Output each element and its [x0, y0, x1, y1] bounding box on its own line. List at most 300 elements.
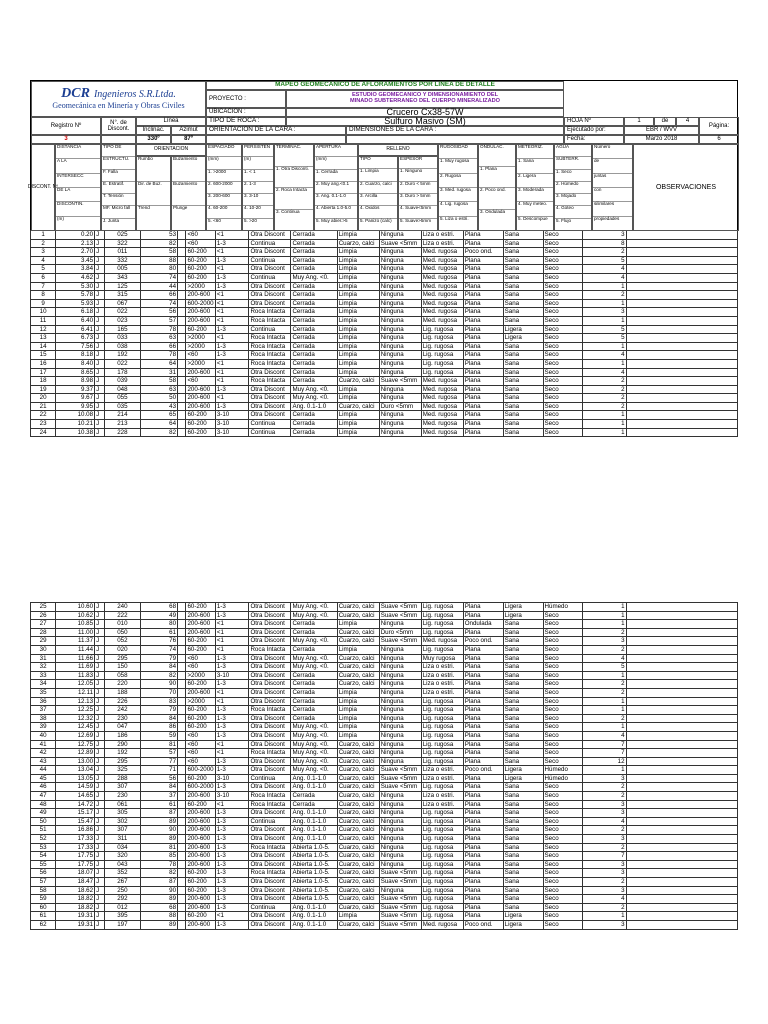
tipo: J: [95, 886, 104, 895]
table-row: [31, 628, 738, 637]
apertura: Cerrada: [291, 628, 337, 637]
relleno-tipo: Cuarzo, calci: [337, 637, 379, 646]
relleno-espesor: Duro <5mm: [379, 628, 421, 637]
observaciones: [626, 411, 737, 420]
col-apertura-line: (mm): [315, 157, 357, 169]
meteorizacion: Sana: [503, 826, 543, 835]
relleno-tipo: Limpia: [337, 282, 379, 291]
numero-juntas: 1: [583, 912, 626, 921]
buzamiento-unit-cell: [178, 903, 186, 912]
persistencia: 1-3: [215, 886, 249, 895]
relleno-espesor: Suave <5mm: [379, 603, 421, 612]
espaciado: 200-600: [186, 368, 215, 377]
hoja-number: 1: [624, 117, 654, 126]
ondulacion: Plana: [463, 611, 503, 620]
meteorizacion: Sana: [503, 637, 543, 646]
distancia: 12.89: [56, 749, 95, 758]
buzamiento-value: 68: [141, 603, 178, 612]
tipo: J: [95, 671, 104, 680]
relleno-espesor: Ninguna: [379, 620, 421, 629]
relleno-espesor: Suave <5mm: [379, 239, 421, 248]
buzamiento-unit-cell: [178, 912, 186, 921]
tipo: J: [95, 411, 104, 420]
buzamiento-unit-cell: [178, 248, 186, 257]
observaciones: [626, 774, 737, 783]
observaciones: [626, 826, 737, 835]
terminacion: Continua: [249, 420, 291, 429]
buzamiento-unit-cell: [178, 774, 186, 783]
meteorizacion: Ligera: [503, 603, 543, 612]
persistencia: 1-3: [215, 723, 249, 732]
observaciones: [626, 749, 737, 758]
tipo: J: [95, 826, 104, 835]
buzamiento-unit-cell: [178, 731, 186, 740]
persistencia: 3-10: [215, 411, 249, 420]
terminacion: Otra Discont: [249, 878, 291, 887]
discont-number: 14: [31, 342, 56, 351]
col-relleno-tipo-line: 4. Oxidos: [359, 206, 397, 218]
rugosidad: Lig. rugosa: [421, 843, 463, 852]
persistencia: 3-10: [215, 420, 249, 429]
terminacion: Otra Discont: [249, 912, 291, 921]
col-agua-line: 1. Seco: [555, 170, 591, 182]
numero-juntas: 1: [583, 316, 626, 325]
agua: Seco: [543, 740, 583, 749]
rumbo: 048: [104, 385, 141, 394]
persistencia: 1-3: [215, 239, 249, 248]
ondulacion: Plana: [463, 714, 503, 723]
relleno-tipo: Cuarzo, calci: [337, 603, 379, 612]
observaciones: [626, 843, 737, 852]
rumbo: 052: [104, 637, 141, 646]
observaciones: [626, 359, 737, 368]
apertura: Muy Ang. <0.: [291, 740, 337, 749]
rugosidad: Lig. rugosa: [421, 645, 463, 654]
col-espaciado-line: 4. 60-200: [207, 206, 241, 218]
relleno-tipo: Limpia: [337, 420, 379, 429]
terminacion: Roca Intacta: [249, 351, 291, 360]
persistencia: <1: [215, 308, 249, 317]
terminacion: Otra Discont: [249, 680, 291, 689]
buzamiento-unit-cell: [178, 860, 186, 869]
rugosidad: Lig. rugosa: [421, 740, 463, 749]
ondulacion: Plana: [463, 731, 503, 740]
rugosidad: Med. rugosa: [421, 920, 463, 929]
rugosidad: Lig. rugosa: [421, 731, 463, 740]
buzamiento-unit-cell: [178, 749, 186, 758]
rugosidad: Liza o estri.: [421, 680, 463, 689]
terminacion: Otra Discont: [249, 637, 291, 646]
buzamiento-value: 82: [141, 428, 178, 437]
table-row: [31, 663, 738, 672]
buzamiento-unit-cell: [178, 359, 186, 368]
terminacion: Otra Discont: [249, 291, 291, 300]
buzamiento-unit-cell: [178, 826, 186, 835]
col-apertura-header: [314, 144, 358, 231]
col-ondulac-line: ONDULAC.: [479, 145, 515, 167]
table-row: [31, 385, 738, 394]
relleno-tipo: Limpia: [337, 688, 379, 697]
apertura: Muy Ang. <0.: [291, 731, 337, 740]
meteorizacion: Sana: [503, 628, 543, 637]
meteorizacion: Sana: [503, 740, 543, 749]
rumbo: 023: [104, 316, 141, 325]
tipo: J: [95, 231, 104, 240]
buzamiento-value: 82: [141, 671, 178, 680]
table-row: [31, 697, 738, 706]
numero-juntas: 2: [583, 680, 626, 689]
ondulacion: Plana: [463, 334, 503, 343]
buzamiento-value: 68: [141, 903, 178, 912]
observaciones: [626, 663, 737, 672]
agua: Seco: [543, 377, 583, 386]
col-agua-line: 3. Mojado: [555, 194, 591, 206]
discont-number: 40: [31, 731, 56, 740]
rumbo: 230: [104, 714, 141, 723]
meteorizacion: Sana: [503, 783, 543, 792]
terminacion: Otra Discont: [249, 920, 291, 929]
discont-number: 42: [31, 749, 56, 758]
col-numero-header: [592, 144, 633, 231]
rumbo: 220: [104, 680, 141, 689]
numero-juntas: 2: [583, 792, 626, 801]
distancia: 10.38: [56, 428, 95, 437]
col-orient-sub-label: Trend: [138, 205, 150, 211]
distancia: 3.84: [56, 265, 95, 274]
buzamiento-unit-cell: [178, 766, 186, 775]
numero-juntas: 2: [583, 291, 626, 300]
relleno-espesor: Suave <5mm: [379, 611, 421, 620]
proyecto-label: PROYECTO :: [206, 90, 286, 108]
observaciones: [626, 869, 737, 878]
persistencia: <1: [215, 645, 249, 654]
persistencia: 1-3: [215, 757, 249, 766]
agua: Seco: [543, 385, 583, 394]
data-sheet-page-2: [30, 602, 738, 930]
ondulacion: Poco ond.: [463, 920, 503, 929]
registro-label: Registro Nº: [31, 117, 101, 135]
rumbo: 020: [104, 645, 141, 654]
relleno-espesor: Ninguna: [379, 645, 421, 654]
col-espaciado-line: 5. <60: [208, 217, 221, 223]
apertura: Cerrada: [291, 239, 337, 248]
fecha-label: Fecha:: [564, 135, 624, 144]
rumbo: 192: [104, 351, 141, 360]
terminacion: Otra Discont: [249, 654, 291, 663]
rumbo: 010: [104, 620, 141, 629]
persistencia: <1: [215, 628, 249, 637]
relleno-tipo: Cuarzo, calci: [337, 817, 379, 826]
relleno-tipo: Cuarzo, calci: [337, 611, 379, 620]
tipo: J: [95, 645, 104, 654]
relleno-espesor: Ninguna: [379, 886, 421, 895]
persistencia: 1-3: [215, 817, 249, 826]
agua: Seco: [543, 231, 583, 240]
buzamiento-value: 37: [141, 792, 178, 801]
persistencia: <1: [215, 697, 249, 706]
persistencia: 1-3: [215, 903, 249, 912]
meteorizacion: Sana: [503, 239, 543, 248]
col-orient-sub-label: Plunge: [173, 205, 188, 211]
buzamiento-value: 58: [141, 377, 178, 386]
espaciado: 60-200: [186, 886, 215, 895]
buzamiento-unit-cell: [178, 654, 186, 663]
rumbo: 067: [104, 299, 141, 308]
buzamiento-value: 76: [141, 637, 178, 646]
espaciado: <60: [186, 351, 215, 360]
ondulacion: Plana: [463, 697, 503, 706]
tipo: J: [95, 800, 104, 809]
buzamiento-value: 31: [141, 368, 178, 377]
numero-juntas: 2: [583, 385, 626, 394]
buzamiento-unit-cell: [178, 428, 186, 437]
observaciones: [626, 231, 737, 240]
rumbo: 035: [104, 402, 141, 411]
apertura: Ang. 0.1-1.0: [291, 783, 337, 792]
rugosidad: Lig. rugosa: [421, 835, 463, 844]
rumbo: 186: [104, 731, 141, 740]
orient-cara-label: ORIENTACION DE LA CARA :: [206, 126, 346, 135]
relleno-espesor: Ninguna: [379, 731, 421, 740]
table-row: [31, 239, 738, 248]
apertura: Ang. 0.1-1.0: [291, 835, 337, 844]
espaciado: 200-600: [186, 826, 215, 835]
rumbo: 395: [104, 912, 141, 921]
distancia: 13.04: [56, 766, 95, 775]
espaciado: 200-600: [186, 611, 215, 620]
terminacion: Otra Discont: [249, 611, 291, 620]
buzamiento-value: 58: [141, 248, 178, 257]
buzamiento-unit-cell: [178, 231, 186, 240]
discont-number: 45: [31, 774, 56, 783]
tipo: J: [95, 377, 104, 386]
relleno-espesor: Ninguna: [379, 714, 421, 723]
rugosidad: Lig. rugosa: [421, 903, 463, 912]
rumbo: 307: [104, 783, 141, 792]
table-row: [31, 835, 738, 844]
rumbo: 343: [104, 273, 141, 282]
discont-number: 52: [31, 835, 56, 844]
terminacion: Roca Intacta: [249, 359, 291, 368]
buzamiento-unit-cell: [178, 697, 186, 706]
meteorizacion: Sana: [503, 835, 543, 844]
agua: Seco: [543, 663, 583, 672]
col-orient-sub-label: Buzamiento: [172, 157, 205, 182]
col-distancia-line: (m): [57, 215, 64, 221]
espaciado: 200-600: [186, 628, 215, 637]
numero-juntas: 5: [583, 334, 626, 343]
ondulacion: Plana: [463, 299, 503, 308]
discont-number: 47: [31, 792, 56, 801]
buzamiento-value: 49: [141, 611, 178, 620]
ondulacion: Plana: [463, 860, 503, 869]
company-tagline: Geomecánica en Minería y Obras Civiles: [52, 101, 185, 111]
agua: Seco: [543, 351, 583, 360]
meteorizacion: Sana: [503, 843, 543, 852]
orient-cara-value-cell: [206, 135, 346, 144]
table-row: [31, 817, 738, 826]
persistencia: 3-10: [215, 774, 249, 783]
tipo: J: [95, 903, 104, 912]
tipo-roca-value: Sulfuro Masivo (SM): [286, 117, 564, 126]
buzamiento-value: 81: [141, 740, 178, 749]
table-row: [31, 420, 738, 429]
meteorizacion: Sana: [503, 368, 543, 377]
agua: Seco: [543, 248, 583, 257]
observaciones: [626, 420, 737, 429]
tipo: J: [95, 620, 104, 629]
rugosidad: Liza o estri.: [421, 663, 463, 672]
espaciado: 200-600: [186, 402, 215, 411]
observaciones: [626, 239, 737, 248]
rumbo: 192: [104, 749, 141, 758]
espaciado: <60: [186, 231, 215, 240]
rugosidad: Liza o estri.: [421, 688, 463, 697]
distancia: 18.07: [56, 869, 95, 878]
distancia: 18.62: [56, 886, 95, 895]
terminacion: Otra Discont: [249, 231, 291, 240]
numero-juntas: 1: [583, 342, 626, 351]
fecha-value: Marzo 2018: [624, 135, 699, 144]
buzamiento-value: 89: [141, 835, 178, 844]
persistencia: <1: [215, 248, 249, 257]
observaciones: [626, 248, 737, 257]
buzamiento-value: 84: [141, 663, 178, 672]
col-observaciones-header: OBSERVACIONES: [633, 144, 739, 231]
numero-juntas: 2: [583, 878, 626, 887]
discont-number: 61: [31, 912, 56, 921]
distancia: 7.56: [56, 342, 95, 351]
distancia: 6.73: [56, 334, 95, 343]
espaciado: 600-2000: [187, 766, 214, 774]
apertura: Muy Ang. <0.: [291, 757, 337, 766]
relleno-espesor: Ninguna: [379, 308, 421, 317]
col-terminac-line: 3. Continua: [276, 208, 300, 214]
meteorizacion: Sana: [503, 394, 543, 403]
distancia: 2.70: [56, 248, 95, 257]
ondulacion: Plana: [463, 826, 503, 835]
espaciado: 200-600: [186, 291, 215, 300]
ondulacion: Poco ond.: [463, 766, 503, 775]
relleno-tipo: Cuarzo, calci: [337, 402, 379, 411]
tipo: J: [95, 637, 104, 646]
discont-number: 46: [31, 783, 56, 792]
distancia: 15.17: [56, 809, 95, 818]
relleno-espesor: Ninguna: [379, 316, 421, 325]
buzamiento-value: 66: [141, 342, 178, 351]
table-row: [31, 428, 738, 437]
meteorizacion: Sana: [503, 273, 543, 282]
persistencia: <1: [215, 368, 249, 377]
ubicacion-label: UBICACION :: [206, 108, 286, 117]
espaciado: <60: [186, 663, 215, 672]
table-row: [31, 912, 738, 921]
ondulacion: Plana: [463, 800, 503, 809]
distancia: 10.85: [56, 620, 95, 629]
ndisc-value-cell: [101, 135, 136, 144]
tipo: J: [95, 239, 104, 248]
col-apertura-line: 1. Cerrada: [315, 170, 357, 182]
ondulacion: Poco ond.: [463, 637, 503, 646]
col-relleno-tipo-line: 2. Cuarzo, calci: [359, 182, 397, 194]
rumbo: 050: [104, 628, 141, 637]
terminacion: Otra Discont: [249, 766, 291, 775]
agua: Seco: [543, 817, 583, 826]
buzamiento-unit-cell: [178, 878, 186, 887]
buzamiento-unit-cell: [178, 282, 186, 291]
tipo: J: [95, 714, 104, 723]
discont-number: 36: [31, 697, 56, 706]
table-row: [31, 766, 738, 775]
buzamiento-unit-cell: [178, 420, 186, 429]
meteorizacion: Sana: [503, 256, 543, 265]
col-relleno-espesor-line: 1. Ninguno: [399, 169, 437, 181]
relleno-espesor: Duro <5mm: [379, 402, 421, 411]
espaciado: 60-200: [186, 723, 215, 732]
col-rugosidad-line: 2. Rugosa: [439, 174, 477, 188]
tipo: J: [95, 774, 104, 783]
apertura: Muy Ang. <0.: [291, 273, 337, 282]
col-agua-line: AGUA: [555, 145, 591, 157]
terminacion: Otra Discont: [249, 723, 291, 732]
rugosidad: Lig. rugosa: [421, 714, 463, 723]
buzamiento-unit-cell: [178, 688, 186, 697]
persistencia: 1-3: [215, 706, 249, 715]
persistencia: 1-3: [215, 843, 249, 852]
col-persistencia-header: [242, 144, 274, 231]
meteorizacion: Ligera: [503, 766, 543, 775]
numero-juntas: 12: [583, 757, 626, 766]
buzamiento-unit-cell: [178, 671, 186, 680]
rugosidad: Lig. rugosa: [421, 860, 463, 869]
meteorizacion: Sana: [503, 299, 543, 308]
buzamiento-value: 61: [141, 800, 178, 809]
rumbo: 005: [104, 265, 141, 274]
persistencia: 1-3: [215, 835, 249, 844]
apertura: Muy Ang. <0.: [291, 394, 337, 403]
meteorizacion: Sana: [503, 231, 543, 240]
relleno-tipo: Limpia: [337, 342, 379, 351]
discont-number: 20: [31, 394, 56, 403]
agua: Seco: [543, 835, 583, 844]
rumbo: 352: [104, 869, 141, 878]
apertura: Muy Ang. <0.: [291, 654, 337, 663]
col-tipo-line: TIPO DE: [102, 145, 135, 157]
distancia: 3.45: [56, 256, 95, 265]
relleno-tipo: Limpia: [337, 325, 379, 334]
buzamiento-unit-cell: [178, 835, 186, 844]
terminacion: Otra Discont: [249, 411, 291, 420]
numero-juntas: 4: [583, 654, 626, 663]
distancia: 14.59: [56, 783, 95, 792]
tipo: J: [95, 878, 104, 887]
rumbo: 325: [104, 766, 141, 775]
buzamiento-unit-cell: [178, 368, 186, 377]
ondulacion: Plana: [463, 351, 503, 360]
observaciones: [626, 697, 737, 706]
apertura: Abierta 1.0-5.: [291, 886, 337, 895]
col-numero-line: con: [593, 188, 632, 202]
hoja-total: 4: [676, 117, 699, 126]
ubicacion-value: Crucero Cx38-57W: [286, 108, 564, 117]
rugosidad: Lig. rugosa: [421, 852, 463, 861]
col-terminac-line: 2. Roca Intacta: [275, 188, 313, 210]
tipo: J: [95, 663, 104, 672]
terminacion: Otra Discont: [249, 299, 291, 308]
distancia: 12.13: [56, 697, 95, 706]
discont-number: 44: [31, 766, 56, 775]
terminacion: Roca Intacta: [249, 377, 291, 386]
